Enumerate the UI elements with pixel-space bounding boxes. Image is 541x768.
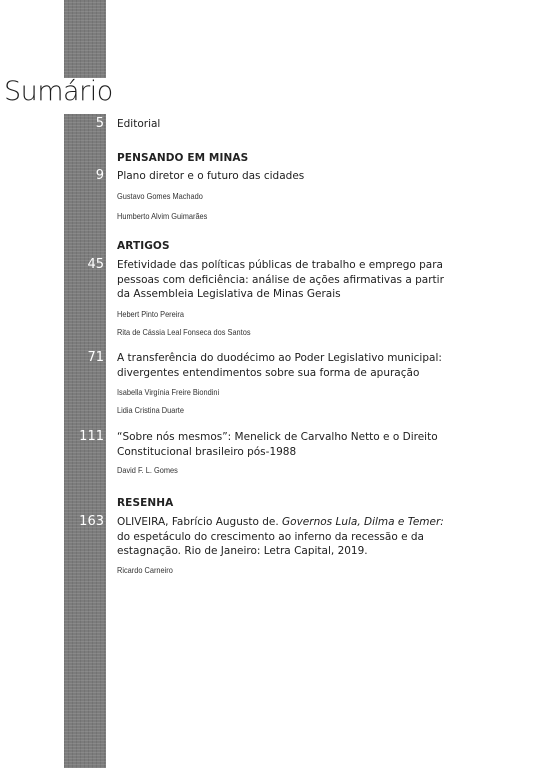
page-number-45: 45: [87, 257, 104, 272]
entry-title-transferencia: [117, 351, 527, 380]
section-heading-pensando: PENSANDO EM MINAS: [117, 152, 249, 164]
title-line: da Assembleia Legislativa de Minas Gerais: [117, 288, 341, 300]
title-line: divergentes entendimentos sobre sua forma de apuração: [117, 366, 420, 379]
page-number-9: 9: [95, 168, 104, 183]
title-line: [117, 515, 527, 530]
title-line: Efetividade das políticas públicas de trabalho e emprego para: [117, 259, 443, 271]
author-name: Ricardo Carneiro: [117, 565, 173, 575]
entry-title-sobre-nos: [117, 430, 527, 459]
entry-title-plano-diretor: Plano diretor e o futuro das cidades: [117, 170, 305, 182]
entry-title-editorial: Editorial: [117, 118, 161, 130]
author-name: David F. L. Gomes: [117, 465, 178, 475]
title-prefix: OLIVEIRA, Fabrício Augusto de.: [117, 516, 283, 528]
author-name: Rita de Cássia Leal Fonseca dos Santos: [117, 327, 251, 337]
section-heading-resenha: RESENHA: [117, 497, 174, 509]
title-line: A transferência do duodécimo ao Poder Legislativo municipal:: [117, 352, 442, 364]
title-line: pessoas com deficiência: análise de ações afirmativas a partir: [117, 273, 444, 286]
section-heading-artigos: ARTIGOS: [117, 240, 170, 252]
book-title: Governos Lula, Dilma e Temer:: [282, 516, 444, 528]
page-number-163: 163: [79, 514, 104, 529]
author-name: Isabella Virgínia Freire Biondini: [117, 387, 220, 397]
author-name: Hebert Pinto Pereira: [117, 309, 184, 319]
entry-title-efetividade: [117, 258, 527, 302]
title-line: Constitucional brasileiro pós-1988: [117, 445, 297, 458]
page-number-71: 71: [87, 350, 104, 365]
entry-title-resenha: [117, 515, 527, 559]
page-number-editorial: 5: [95, 116, 104, 131]
author-name: Humberto Alvim Guimarães: [117, 211, 208, 221]
title-line: “Sobre nós mesmos”: Menelick de Carvalho Netto e o Direito: [117, 431, 438, 443]
title-line: estagnação. Rio de Janeiro: Letra Capital, 2019.: [117, 545, 368, 557]
page-title: Sumário: [4, 76, 113, 107]
author-name: Lidia Cristina Duarte: [117, 405, 184, 415]
title-line: do espetáculo do crescimento ao inferno da recessão e da: [117, 530, 424, 543]
page-number-111: 111: [79, 429, 104, 444]
author-name: Gustavo Gomes Machado: [117, 191, 203, 201]
